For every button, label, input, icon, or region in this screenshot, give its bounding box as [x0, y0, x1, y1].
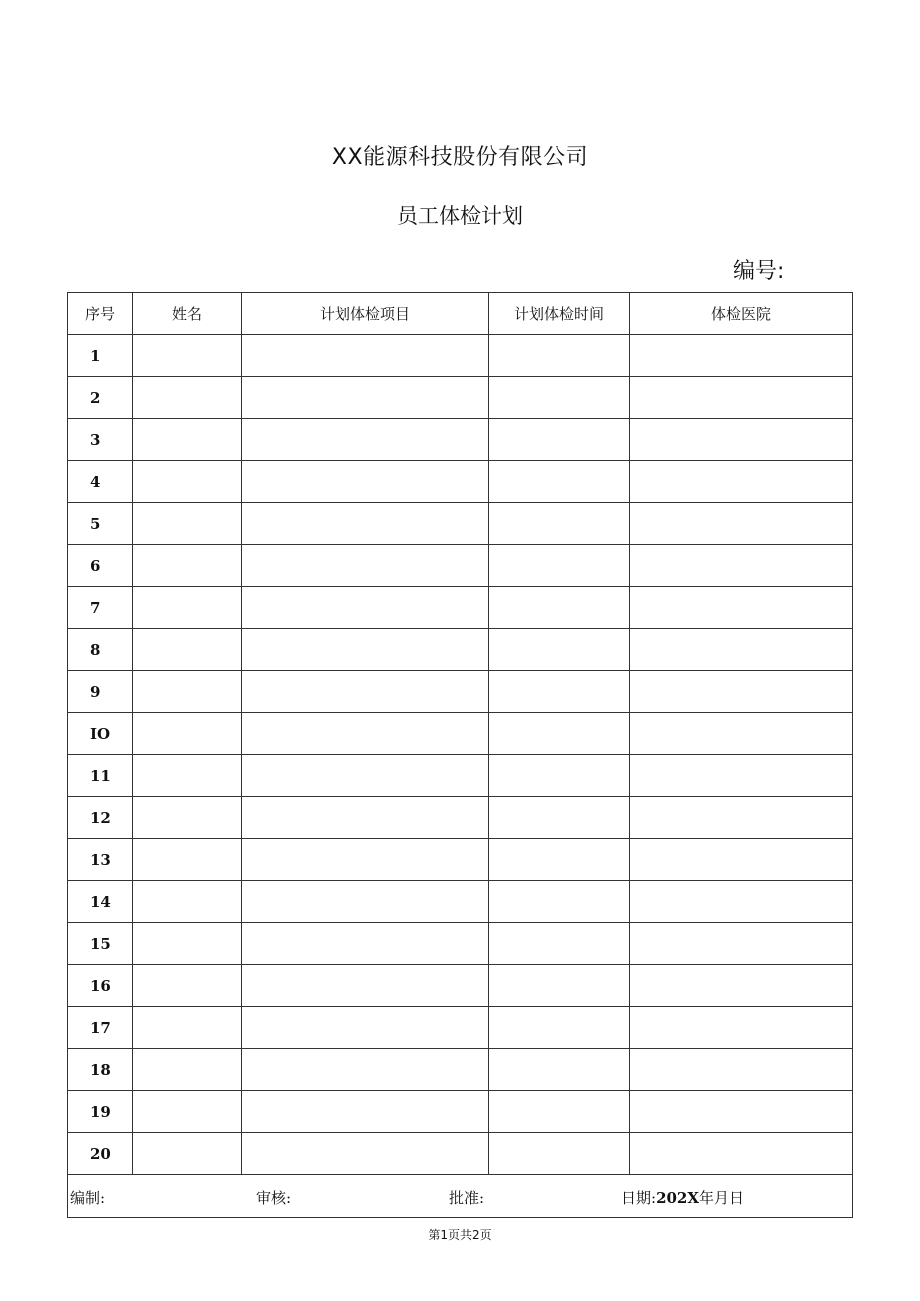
prepared-by-label: 编制:	[70, 1189, 106, 1207]
table-row	[68, 503, 853, 545]
table-header-row	[68, 293, 853, 335]
row-time-cell[interactable]	[489, 1007, 630, 1049]
row-items-cell[interactable]	[242, 839, 489, 881]
row-hospital-cell[interactable]	[630, 419, 853, 461]
column-header-items: 计划体检项目	[242, 293, 489, 335]
row-seq-cell: 15	[68, 923, 133, 965]
row-name-cell[interactable]	[133, 671, 242, 713]
checkup-plan-table	[67, 292, 853, 1218]
row-items-cell[interactable]	[242, 1091, 489, 1133]
row-time-cell[interactable]	[489, 671, 630, 713]
table-row	[68, 713, 853, 755]
row-seq-cell: 11	[68, 755, 133, 797]
row-items-cell[interactable]	[242, 881, 489, 923]
row-items-cell[interactable]	[242, 377, 489, 419]
row-time-cell[interactable]	[489, 419, 630, 461]
table-row	[68, 1007, 853, 1049]
row-hospital-cell[interactable]	[630, 965, 853, 1007]
company-name: XX能源科技股份有限公司	[331, 145, 589, 170]
row-seq-cell: 12	[68, 797, 133, 839]
row-name-cell[interactable]	[133, 1049, 242, 1091]
row-items-cell[interactable]	[242, 1049, 489, 1091]
row-name-cell[interactable]	[133, 839, 242, 881]
row-items-cell[interactable]	[242, 461, 489, 503]
row-seq-cell: IO	[68, 713, 133, 755]
date-suffix: 年月日	[699, 1189, 745, 1207]
row-seq-cell: 17	[68, 1007, 133, 1049]
row-time-cell[interactable]	[489, 587, 630, 629]
row-name-cell[interactable]	[133, 797, 242, 839]
date-value: 202X	[656, 1189, 700, 1207]
table-row	[68, 839, 853, 881]
row-seq-cell: 6	[68, 545, 133, 587]
row-seq-cell: 4	[68, 461, 133, 503]
row-seq-cell: 1	[68, 335, 133, 377]
table-row	[68, 797, 853, 839]
column-header-name: 姓名	[133, 293, 242, 335]
row-hospital-cell[interactable]	[630, 461, 853, 503]
row-time-cell[interactable]	[489, 965, 630, 1007]
row-hospital-cell[interactable]	[630, 377, 853, 419]
row-hospital-cell[interactable]	[630, 671, 853, 713]
table-row	[68, 545, 853, 587]
row-time-cell[interactable]	[489, 755, 630, 797]
row-hospital-cell[interactable]	[630, 797, 853, 839]
row-items-cell[interactable]	[242, 545, 489, 587]
row-items-cell[interactable]	[242, 335, 489, 377]
row-items-cell[interactable]	[242, 1007, 489, 1049]
row-time-cell[interactable]	[489, 335, 630, 377]
row-hospital-cell[interactable]	[630, 629, 853, 671]
table-row	[68, 1049, 853, 1091]
row-seq-cell: 5	[68, 503, 133, 545]
document-title: 员工体检计划	[397, 204, 523, 228]
row-name-cell[interactable]	[133, 503, 242, 545]
table-row	[68, 671, 853, 713]
row-hospital-cell[interactable]	[630, 503, 853, 545]
row-hospital-cell[interactable]	[630, 335, 853, 377]
row-hospital-cell[interactable]	[630, 839, 853, 881]
row-items-cell[interactable]	[242, 587, 489, 629]
row-hospital-cell[interactable]	[630, 713, 853, 755]
column-header-time: 计划体检时间	[489, 293, 630, 335]
row-name-cell[interactable]	[133, 1091, 242, 1133]
signature-row	[68, 1175, 853, 1218]
signature-cell	[68, 1175, 853, 1218]
row-name-cell[interactable]	[133, 587, 242, 629]
row-items-cell[interactable]	[242, 419, 489, 461]
row-name-cell[interactable]	[133, 1007, 242, 1049]
row-hospital-cell[interactable]	[630, 755, 853, 797]
row-time-cell[interactable]	[489, 503, 630, 545]
row-seq-cell: 2	[68, 377, 133, 419]
row-seq-cell: 16	[68, 965, 133, 1007]
row-seq-cell: 8	[68, 629, 133, 671]
date-label: 日期:	[621, 1189, 657, 1207]
row-seq-cell: 18	[68, 1049, 133, 1091]
row-seq-cell: 20	[68, 1133, 133, 1175]
row-seq-cell: 14	[68, 881, 133, 923]
row-time-cell[interactable]	[489, 881, 630, 923]
table-row	[68, 965, 853, 1007]
page-number: 第1页共2页	[428, 1228, 492, 1242]
row-name-cell[interactable]	[133, 629, 242, 671]
row-name-cell[interactable]	[133, 1133, 242, 1175]
row-items-cell[interactable]	[242, 755, 489, 797]
table-row	[68, 587, 853, 629]
row-time-cell[interactable]	[489, 839, 630, 881]
row-name-cell[interactable]	[133, 419, 242, 461]
row-name-cell[interactable]	[133, 755, 242, 797]
row-name-cell[interactable]	[133, 881, 242, 923]
row-time-cell[interactable]	[489, 545, 630, 587]
row-name-cell[interactable]	[133, 545, 242, 587]
row-time-cell[interactable]	[489, 923, 630, 965]
row-hospital-cell[interactable]	[630, 545, 853, 587]
row-name-cell[interactable]	[133, 377, 242, 419]
table-row	[68, 923, 853, 965]
row-name-cell[interactable]	[133, 335, 242, 377]
row-hospital-cell[interactable]	[630, 923, 853, 965]
row-time-cell[interactable]	[489, 713, 630, 755]
document-code-label: 编号:	[733, 259, 785, 284]
row-seq-cell: 9	[68, 671, 133, 713]
row-seq-cell: 19	[68, 1091, 133, 1133]
table-row	[68, 335, 853, 377]
row-hospital-cell[interactable]	[630, 1091, 853, 1133]
table-row	[68, 419, 853, 461]
date-field	[621, 1187, 744, 1208]
row-seq-cell: 3	[68, 419, 133, 461]
table-row	[68, 377, 853, 419]
row-time-cell[interactable]	[489, 461, 630, 503]
row-time-cell[interactable]	[489, 797, 630, 839]
approved-by-label: 批准:	[449, 1189, 485, 1207]
row-hospital-cell[interactable]	[630, 587, 853, 629]
row-time-cell[interactable]	[489, 1133, 630, 1175]
table-row	[68, 629, 853, 671]
row-name-cell[interactable]	[133, 965, 242, 1007]
row-items-cell[interactable]	[242, 671, 489, 713]
row-seq-cell: 7	[68, 587, 133, 629]
row-items-cell[interactable]	[242, 629, 489, 671]
row-time-cell[interactable]	[489, 1049, 630, 1091]
row-items-cell[interactable]	[242, 923, 489, 965]
table-row	[68, 1133, 853, 1175]
row-items-cell[interactable]	[242, 713, 489, 755]
row-hospital-cell[interactable]	[630, 1007, 853, 1049]
row-time-cell[interactable]	[489, 1091, 630, 1133]
row-hospital-cell[interactable]	[630, 881, 853, 923]
row-items-cell[interactable]	[242, 1133, 489, 1175]
row-time-cell[interactable]	[489, 377, 630, 419]
row-hospital-cell[interactable]	[630, 1133, 853, 1175]
row-name-cell[interactable]	[133, 923, 242, 965]
row-name-cell[interactable]	[133, 461, 242, 503]
row-items-cell[interactable]	[242, 503, 489, 545]
table-row	[68, 461, 853, 503]
table-row	[68, 1091, 853, 1133]
row-hospital-cell[interactable]	[630, 1049, 853, 1091]
reviewed-by-label: 审核:	[256, 1189, 292, 1207]
column-header-seq: 序号	[68, 293, 133, 335]
row-seq-cell: 13	[68, 839, 133, 881]
row-items-cell[interactable]	[242, 797, 489, 839]
row-name-cell[interactable]	[133, 713, 242, 755]
table-row	[68, 881, 853, 923]
table-row	[68, 755, 853, 797]
row-time-cell[interactable]	[489, 629, 630, 671]
row-items-cell[interactable]	[242, 965, 489, 1007]
column-header-hospital: 体检医院	[630, 293, 853, 335]
